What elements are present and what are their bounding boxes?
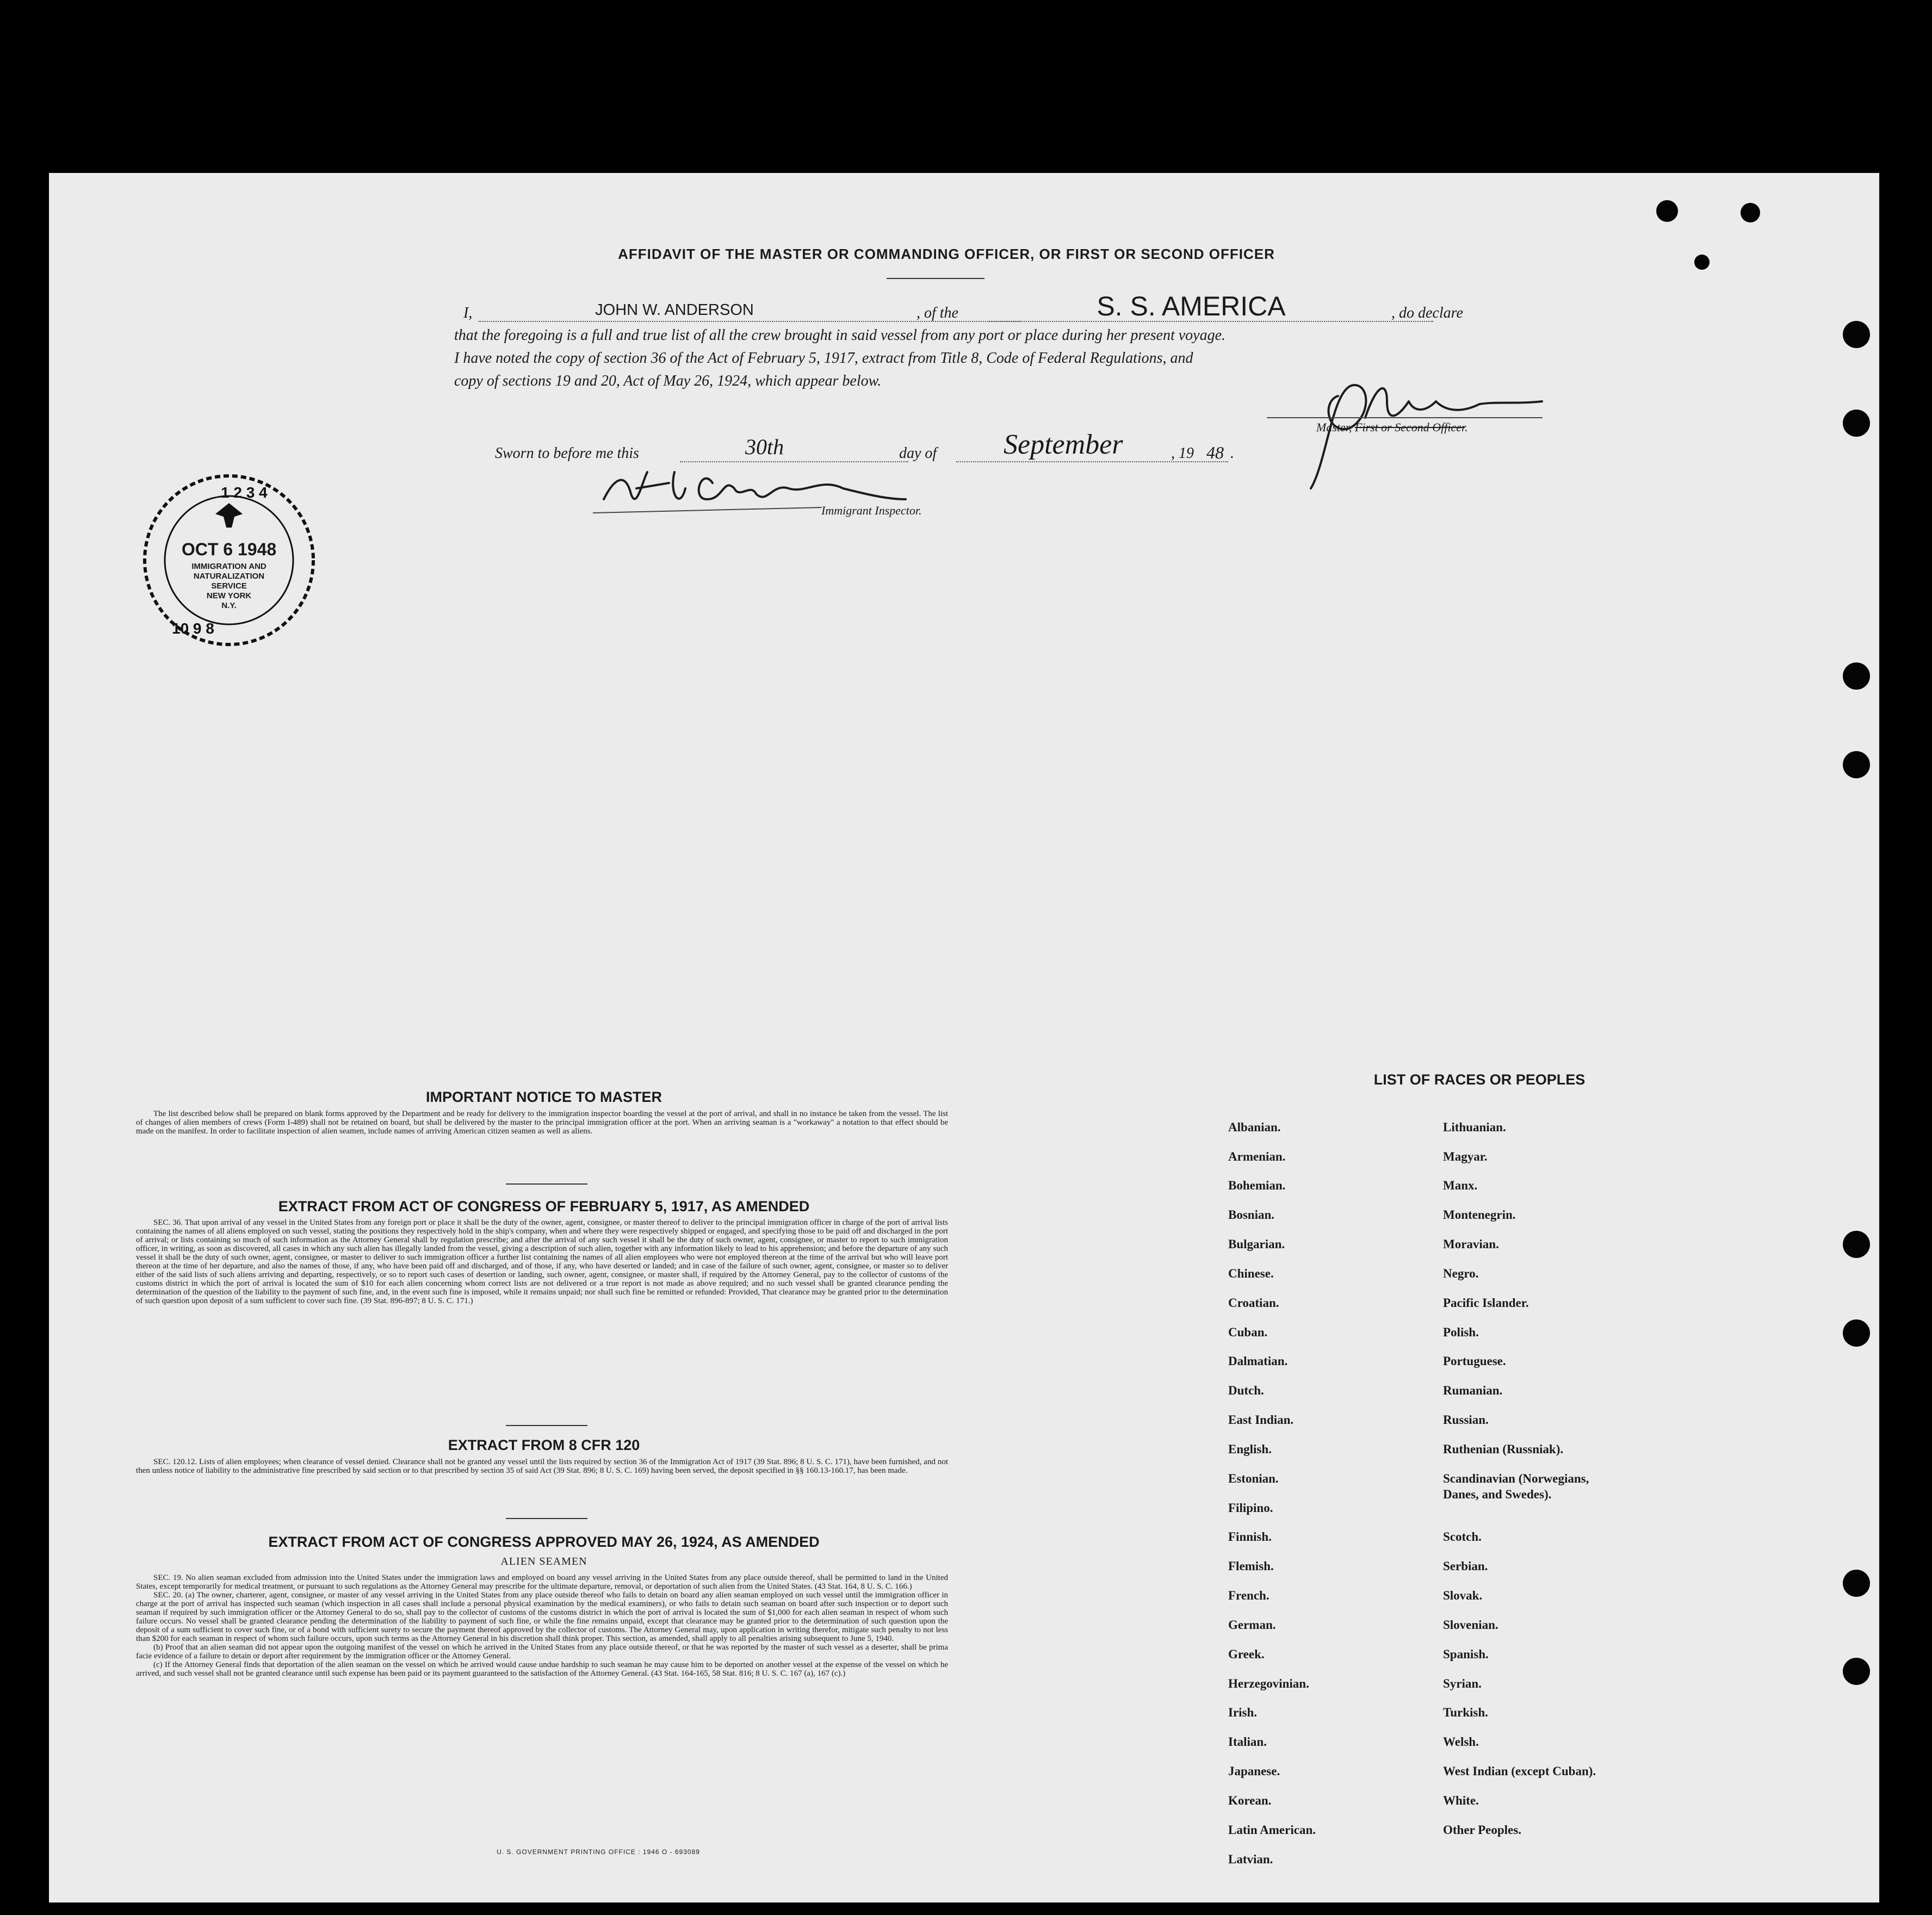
punch-hole <box>1843 662 1870 690</box>
race-item: French. <box>1228 1589 1270 1602</box>
declaration-line-2: that the foregoing is a full and true list of all the crew brought in said vessel from any port or place during her present voyage. <box>454 327 1226 344</box>
svg-text:1 2 3 4: 1 2 3 4 <box>221 484 268 501</box>
immigration-stamp <box>139 470 319 650</box>
punch-hole <box>1843 751 1870 778</box>
races-title: LIST OF RACES OR PEOPLES <box>1373 1071 1586 1088</box>
punch-hole <box>1741 203 1760 222</box>
sec-20b-paragraph: (b) Proof that an alien seaman did not appear upon the outgoing manifest of the vessel on which he arrived in the United States from any place outside thereof, or that he was reported by the master of such vessel as a deserter, shall be prima facie evidence of a failure to detain or deport after requirement by the immigration officer or the Attorney General. <box>136 1643 948 1660</box>
punch-hole <box>1843 321 1870 348</box>
extract-1917-body <box>136 1218 948 1305</box>
sec-36-paragraph: SEC. 36. That upon arrival of any vessel in the United States from any foreign port or place it shall be the duty of the owner, agent, consignee, or master thereof to deliver to the principal immigration officer in charge of the port of arrival lists containing the names of all aliens employed on such vessel, stating the positions they respectively hold in the ship's company, when and where they were respectively shipped or engaged, and specifying those to be paid off and discharged in the port of arrival; or lists containing so much of such information as the Attorney General shall by regulation prescribe; and after the arrival of any such vessel it shall be the duty of such owner, agent, consignee, or master to report to such immigration officer, in writing, as soon as discovered, all cases in which any such alien has illegally landed from the vessel, giving a description of such alien, together with any information likely to lead to his apprehension; and before the departure of any such vessel it shall be the duty of such owner, agent, consignee, or master to deliver to such immigration officer a further list containing the names of all alien employees who were not employed thereon at the time of the arrival but who will leave port thereon at the time of her departure, and also the names of those, if any, who have been paid off and discharged, and of those, if any, who have deserted or landed; and in case of the failure of such owner, agent, consignee, or master so to deliver either of the said lists of such aliens arriving and departing, respectively, or so to report such cases of desertion or landing, such owner, agent, consignee, or master shall, if required by the Attorney General, pay to the collector of customs of the customs district in which the port of arrival is located the sum of $10 for each alien concerning whom correct lists are not delivered or a true report is not made as above required; and no such vessel shall be granted clearance pending the determination of the question of the liability to the payment of such fine, and, in the event such fine is imposed, while it remains unpaid; nor shall such fine be remitted or refunded: Provided, That clearance may be granted prior to the determination of such question upon deposit of a sum sufficient to cover such fine. (39 Stat. 896-897; 8 U. S. C. 171.) <box>136 1218 948 1305</box>
do-declare-text: , do declare <box>1391 305 1463 321</box>
affidavit-page <box>49 173 1879 1902</box>
race-item: Filipino. <box>1228 1501 1273 1515</box>
race-item: Moravian. <box>1443 1237 1499 1251</box>
race-item: Rumanian. <box>1443 1384 1503 1397</box>
race-item: Dutch. <box>1228 1384 1264 1397</box>
race-item: Manx. <box>1443 1179 1478 1192</box>
race-item: Pacific Islander. <box>1443 1296 1529 1310</box>
extract-1924-subtitle: ALIEN SEAMEN <box>500 1555 587 1567</box>
race-item: Russian. <box>1443 1413 1489 1427</box>
stamp-line-2: NATURALIZATION <box>193 572 265 581</box>
punch-hole <box>1843 1570 1870 1597</box>
sworn-month: September <box>1004 429 1123 460</box>
race-item: Finnish. <box>1228 1530 1272 1544</box>
punch-hole <box>1843 1319 1870 1347</box>
declaration-line-4: copy of sections 19 and 20, Act of May 26, 1924, which appear below. <box>454 373 882 389</box>
punch-hole <box>1694 255 1710 270</box>
sworn-prefix: Sworn to before me this <box>495 445 639 462</box>
race-item: Magyar. <box>1443 1150 1488 1163</box>
race-item: West Indian (except Cuban). <box>1443 1764 1596 1778</box>
of-the-text: , of the <box>917 305 958 321</box>
race-item: Estonian. <box>1228 1472 1279 1485</box>
race-item: Ruthenian (Russniak). <box>1443 1442 1564 1456</box>
race-item: Greek. <box>1228 1647 1265 1661</box>
year-prefix: , 19 <box>1171 445 1194 462</box>
race-item: Scandinavian (Norwegians, Danes, and Swedes). <box>1443 1472 1589 1501</box>
extract-1917-title: EXTRACT FROM ACT OF CONGRESS OF FEBRUARY 5, 1917, AS AMENDED <box>278 1198 810 1214</box>
caption-end: . <box>1465 420 1468 434</box>
race-item: White. <box>1443 1794 1479 1807</box>
title-rule <box>887 278 984 279</box>
race-item: Dalmatian. <box>1228 1354 1288 1368</box>
race-item: Latin American. <box>1228 1823 1316 1837</box>
stamp-line-5: N.Y. <box>221 601 237 610</box>
stamp-line-3: SERVICE <box>211 581 247 591</box>
punch-hole <box>1843 1231 1870 1258</box>
race-item: Lithuanian. <box>1443 1120 1506 1134</box>
race-item: Herzegovinian. <box>1228 1677 1309 1690</box>
race-item: German. <box>1228 1618 1276 1632</box>
race-item: Korean. <box>1228 1794 1272 1807</box>
race-item: English. <box>1228 1442 1272 1456</box>
race-item: Latvian. <box>1228 1852 1273 1866</box>
race-item: Portuguese. <box>1443 1354 1506 1368</box>
officer-caption-struck: First or Second Officer <box>1354 420 1465 434</box>
stamp-line-1: IMMIGRATION AND <box>191 562 267 571</box>
race-item: Montenegrin. <box>1443 1208 1516 1222</box>
race-item: Croatian. <box>1228 1296 1279 1310</box>
race-item: Chinese. <box>1228 1267 1274 1280</box>
race-item: Negro. <box>1443 1267 1479 1280</box>
sworn-end: . <box>1230 445 1234 462</box>
stamp-date: OCT 6 1948 <box>181 540 277 559</box>
sworn-year: 48 <box>1206 443 1224 462</box>
declaration-line-3: I have noted the copy of section 36 of the Act of February 5, 1917, extract from Title 8, Code of Federal Regulations, and <box>454 350 1193 367</box>
race-item: Polish. <box>1443 1325 1479 1339</box>
race-item: Albanian. <box>1228 1120 1281 1134</box>
inspector-caption: Immigrant Inspector. <box>821 504 922 517</box>
punch-hole <box>1843 1658 1870 1685</box>
sec-120-paragraph: SEC. 120.12. Lists of alien employees; when clearance of vessel denied. Clearance shall not be granted any vessel until the lists required by section 36 of the Immigration Act of 1917 (39 Stat. 896; 8 U. S. C. 171), have been furnished, and not then unless notice of liability to the administrative fine prescribed by said section or to that prescribed by section 35 of said Act (39 Stat. 896; 8 U. S. C. 169) having been served, the deposit specified in §§ 160.13-160.17, has been made. <box>136 1458 948 1475</box>
notice-paragraph: The list described below shall be prepared on blank forms approved by the Department and be ready for delivery to the immigration inspector boarding the vessel at the port of arrival, and shall in no instance be taken from the vessel. The list of changes of alien members of crews (Form I-489) shall not be retained on board, but shall be delivered by the master to the principal immigration officer at the port. When an arriving seaman is a "workaway" a notation to that effect should be made on the manifest. In order to facilitate inspection of alien seamen, include names of arriving American citizen seamen as well as aliens. <box>136 1110 948 1136</box>
punch-hole <box>1656 200 1678 222</box>
vessel-name: S. S. AMERICA <box>1097 291 1286 321</box>
printer-imprint: U. S. GOVERNMENT PRINTING OFFICE : 1946 O - 693089 <box>497 1848 700 1856</box>
master-caption: Master, <box>1316 420 1352 434</box>
extract-1924-title: EXTRACT FROM ACT OF CONGRESS APPROVED MAY 26, 1924, AS AMENDED <box>268 1534 820 1550</box>
race-item: Bulgarian. <box>1228 1237 1285 1251</box>
signature-caption <box>1316 420 1468 435</box>
sec-20c-paragraph: (c) If the Attorney General finds that deportation of the alien seaman on the vessel on which he arrived would cause undue hardship to such seaman he may cause him to be deported on another vessel at the expense of the vessel on which he arrived, and such vessel shall not be granted clearance until such expense has been paid or its payment guaranteed to the satisfaction of the Attorney General. (43 Stat. 164-165, 58 Stat. 816; 8 U. S. C. 167 (a), 167 (c).) <box>136 1660 948 1678</box>
race-item: Slovenian. <box>1443 1618 1498 1632</box>
section-rule <box>506 1425 587 1426</box>
svg-text:10 9 8: 10 9 8 <box>172 620 214 637</box>
race-item: Irish. <box>1228 1706 1258 1719</box>
notice-body <box>136 1110 948 1136</box>
section-rule <box>506 1183 587 1185</box>
race-item: Turkish. <box>1443 1706 1488 1719</box>
master-name: JOHN W. ANDERSON <box>595 301 754 319</box>
punch-hole <box>1843 410 1870 437</box>
race-item: Other Peoples. <box>1443 1823 1521 1837</box>
stamp-ring <box>139 470 319 650</box>
extract-1924-body <box>136 1573 948 1678</box>
race-item: Scotch. <box>1443 1530 1482 1544</box>
race-item: Serbian. <box>1443 1559 1488 1573</box>
declare-line-i: I, <box>463 305 473 321</box>
race-item: Flemish. <box>1228 1559 1274 1573</box>
section-rule <box>506 1518 587 1519</box>
race-item: Bosnian. <box>1228 1208 1275 1222</box>
race-item: Spanish. <box>1443 1647 1489 1661</box>
race-item: Italian. <box>1228 1735 1267 1749</box>
extract-cfr-title: EXTRACT FROM 8 CFR 120 <box>448 1437 640 1453</box>
sec-19-paragraph: SEC. 19. No alien seaman excluded from admission into the United States under the immigration laws and employed on board any vessel arriving in the United States from any place outside thereof, shall be permitted to land in the United States, except temporarily for medical treatment, or pursuant to such regulations as the Attorney General may prescribe for the ultimate departure, removal, or deportation of such alien from the United States. (43 Stat. 164, 8 U. S. C. 166.) <box>136 1573 948 1591</box>
notice-title: IMPORTANT NOTICE TO MASTER <box>426 1089 662 1105</box>
race-item: Syrian. <box>1443 1677 1482 1690</box>
affidavit-title: AFFIDAVIT OF THE MASTER OR COMMANDING OFFICER, OR FIRST OR SECOND OFFICER <box>618 246 1275 262</box>
extract-cfr-body <box>136 1458 948 1475</box>
day-of-text: day of <box>899 445 937 462</box>
stamp-line-4: NEW YORK <box>206 591 252 600</box>
sec-20a-paragraph: SEC. 20. (a) The owner, charterer, agent, consignee, or master of any vessel arriving in the United States from any place outside thereof who fails to detain on board any alien seaman employed on such vessel until the immigration officer in charge at the port of arrival has inspected such seaman (which inspection in all cases shall include a personal physical examination by the medical examiners), or who fails to detain such seaman on board after such inspection or to deport such seaman if required by such immigration officer or the Attorney General to do so, shall pay to the collector of customs of the customs district in which the port of arrival is located the sum of $1,000 for each alien seaman in respect of whom such failure occurs. No vessel shall be granted clearance pending the determination of the liability to payment of such fine, or while the fine remains unpaid, except that clearance may be granted prior to the determination of such question upon the deposit of a sum sufficient to cover such fine, or of a bond with sufficient surety to secure the payment thereof approved by the collector of customs. The Attorney General may, upon application in writing therefor, mitigate such penalty to not less than $200 for each seaman in respect of whom such failure occurs, upon such terms as the Attorney General in his discretion shall think proper. This section, as amended, shall apply to all penalties arising subsequent to June 5, 1940. <box>136 1591 948 1643</box>
race-item: Bohemian. <box>1228 1179 1286 1192</box>
race-item: Welsh. <box>1443 1735 1479 1749</box>
race-item: Slovak. <box>1443 1589 1483 1602</box>
race-item: East Indian. <box>1228 1413 1294 1427</box>
race-item: Armenian. <box>1228 1150 1286 1163</box>
race-item: Cuban. <box>1228 1325 1268 1339</box>
race-item: Japanese. <box>1228 1764 1280 1778</box>
sworn-day: 30th <box>745 435 784 459</box>
